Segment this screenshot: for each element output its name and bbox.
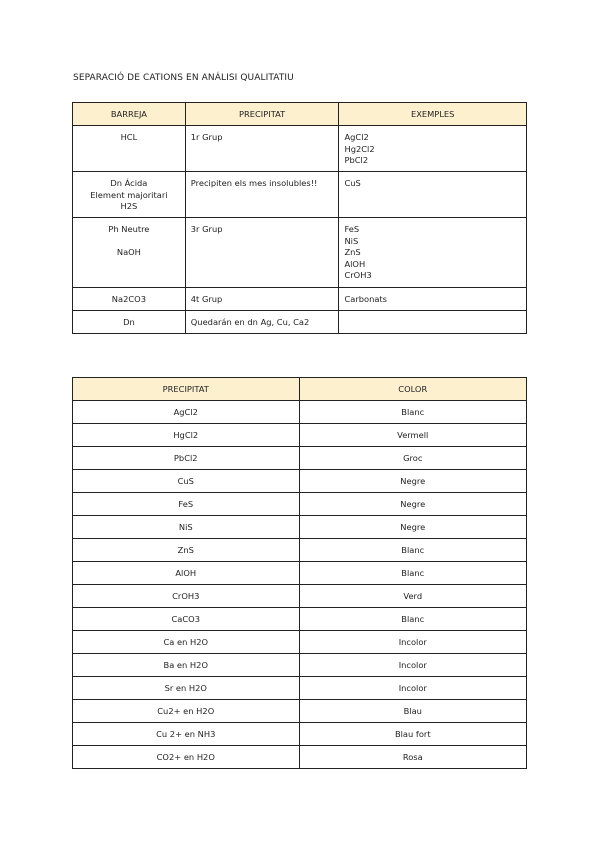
example-text: Carbonats xyxy=(344,294,388,304)
precipitate-color: Blanc xyxy=(299,539,526,562)
table-row xyxy=(73,493,527,516)
precipitat-cell xyxy=(185,126,339,172)
precipitat-text: 4t Grup xyxy=(190,294,223,304)
header-precipitat: PRECIPITAT xyxy=(185,103,339,126)
barreja-text: H2S xyxy=(120,201,138,211)
precipitate-color: Blanc xyxy=(299,608,526,631)
precipitate-name: Sr en H2O xyxy=(73,677,300,700)
example-text: Hg2Cl2 xyxy=(344,143,375,154)
precipitat-text: 3r Grup xyxy=(190,224,223,234)
barreja-text: Ph Neutre xyxy=(108,224,150,234)
precipitate-color: Negre xyxy=(299,493,526,516)
precipitate-color: Incolor xyxy=(299,654,526,677)
table-row xyxy=(73,631,527,654)
table-row xyxy=(73,288,527,311)
precipitat-cell xyxy=(185,311,339,334)
example-text: ZnS xyxy=(344,247,361,257)
precipitate-color: Incolor xyxy=(299,677,526,700)
precipitate-name: Ca en H2O xyxy=(73,631,300,654)
precipitate-color: Negre xyxy=(299,470,526,493)
precipitate-name: Ba en H2O xyxy=(73,654,300,677)
precipitate-color: Blanc xyxy=(299,562,526,585)
barreja-text: Element majoritari xyxy=(90,189,168,200)
header-exemples: EXEMPLES xyxy=(339,103,527,126)
precipitate-name: CaCO3 xyxy=(73,608,300,631)
precipitate-name: CrOH3 xyxy=(73,585,300,608)
barreja-cell xyxy=(73,218,186,288)
precipitat-cell xyxy=(185,172,339,218)
table-row xyxy=(73,562,527,585)
table-row xyxy=(73,608,527,631)
example-text: AlOH xyxy=(344,258,366,269)
precipitate-color: Groc xyxy=(299,447,526,470)
barreja-cell xyxy=(73,172,186,218)
precipitate-color: Negre xyxy=(299,516,526,539)
table-row xyxy=(73,723,527,746)
table-row xyxy=(73,311,527,334)
precipitat-text: 1r Grup xyxy=(190,132,223,142)
precipitate-color: Blanc xyxy=(299,401,526,424)
table-row xyxy=(73,654,527,677)
exemples-cell xyxy=(339,126,527,172)
precipitate-name: AgCl2 xyxy=(73,401,300,424)
precipitat-cell xyxy=(185,288,339,311)
precipitate-name: PbCl2 xyxy=(73,447,300,470)
precipitate-name: CO2+ en H2O xyxy=(73,746,300,769)
example-text: CuS xyxy=(344,178,361,188)
header-barreja: BARREJA xyxy=(73,103,186,126)
table-row xyxy=(73,700,527,723)
table-row xyxy=(73,677,527,700)
precipitate-name: Cu 2+ en NH3 xyxy=(73,723,300,746)
precipitate-name: AlOH xyxy=(73,562,300,585)
barreja-cell xyxy=(73,288,186,311)
precipitat-cell xyxy=(185,218,339,288)
exemples-cell xyxy=(339,311,527,334)
header-precipitat: PRECIPITAT xyxy=(73,378,300,401)
barreja-text: HCL xyxy=(120,132,138,142)
table-row xyxy=(73,470,527,493)
header-color: COLOR xyxy=(299,378,526,401)
example-text: NiS xyxy=(344,235,359,246)
table-row xyxy=(73,516,527,539)
line-gap xyxy=(78,236,180,248)
document-title: SEPARACIÓ DE CATIONS EN ANÁLISI QUALITATIU xyxy=(73,73,294,83)
table-row xyxy=(73,746,527,769)
precipitate-color: Blau fort xyxy=(299,723,526,746)
barreja-text: Dn Ácida xyxy=(110,178,148,188)
precipitate-name: HgCl2 xyxy=(73,424,300,447)
precipitate-color: Verd xyxy=(299,585,526,608)
cation-separation-table xyxy=(72,102,527,334)
precipitate-color: Rosa xyxy=(299,746,526,769)
example-text: FeS xyxy=(344,224,360,234)
table-row xyxy=(73,218,527,288)
example-text: CrOH3 xyxy=(344,270,372,280)
precipitate-name: NiS xyxy=(73,516,300,539)
precipitate-color: Vermell xyxy=(299,424,526,447)
example-text: AgCl2 xyxy=(344,132,369,142)
barreja-text: Dn xyxy=(123,317,135,327)
precipitate-name: FeS xyxy=(73,493,300,516)
table-row xyxy=(73,539,527,562)
exemples-cell xyxy=(339,172,527,218)
precipitat-text: Precipiten els mes insolubles!! xyxy=(190,178,318,188)
precipitate-color-table xyxy=(72,377,527,769)
barreja-text: Na2CO3 xyxy=(111,294,146,304)
table-header-row xyxy=(73,103,527,126)
table-row xyxy=(73,585,527,608)
precipitat-text: Quedarán en dn Ag, Cu, Ca2 xyxy=(190,317,310,327)
barreja-cell xyxy=(73,311,186,334)
barreja-text: NaOH xyxy=(116,247,141,257)
barreja-cell xyxy=(73,126,186,172)
table-row xyxy=(73,447,527,470)
table-row xyxy=(73,401,527,424)
example-text: PbCl2 xyxy=(344,155,369,165)
table-row xyxy=(73,172,527,218)
table-header-row xyxy=(73,378,527,401)
precipitate-name: Cu2+ en H2O xyxy=(73,700,300,723)
precipitate-name: ZnS xyxy=(73,539,300,562)
precipitate-color: Blau xyxy=(299,700,526,723)
precipitate-name: CuS xyxy=(73,470,300,493)
exemples-cell xyxy=(339,218,527,288)
table-row xyxy=(73,424,527,447)
table-row xyxy=(73,126,527,172)
precipitate-color: Incolor xyxy=(299,631,526,654)
exemples-cell xyxy=(339,288,527,311)
